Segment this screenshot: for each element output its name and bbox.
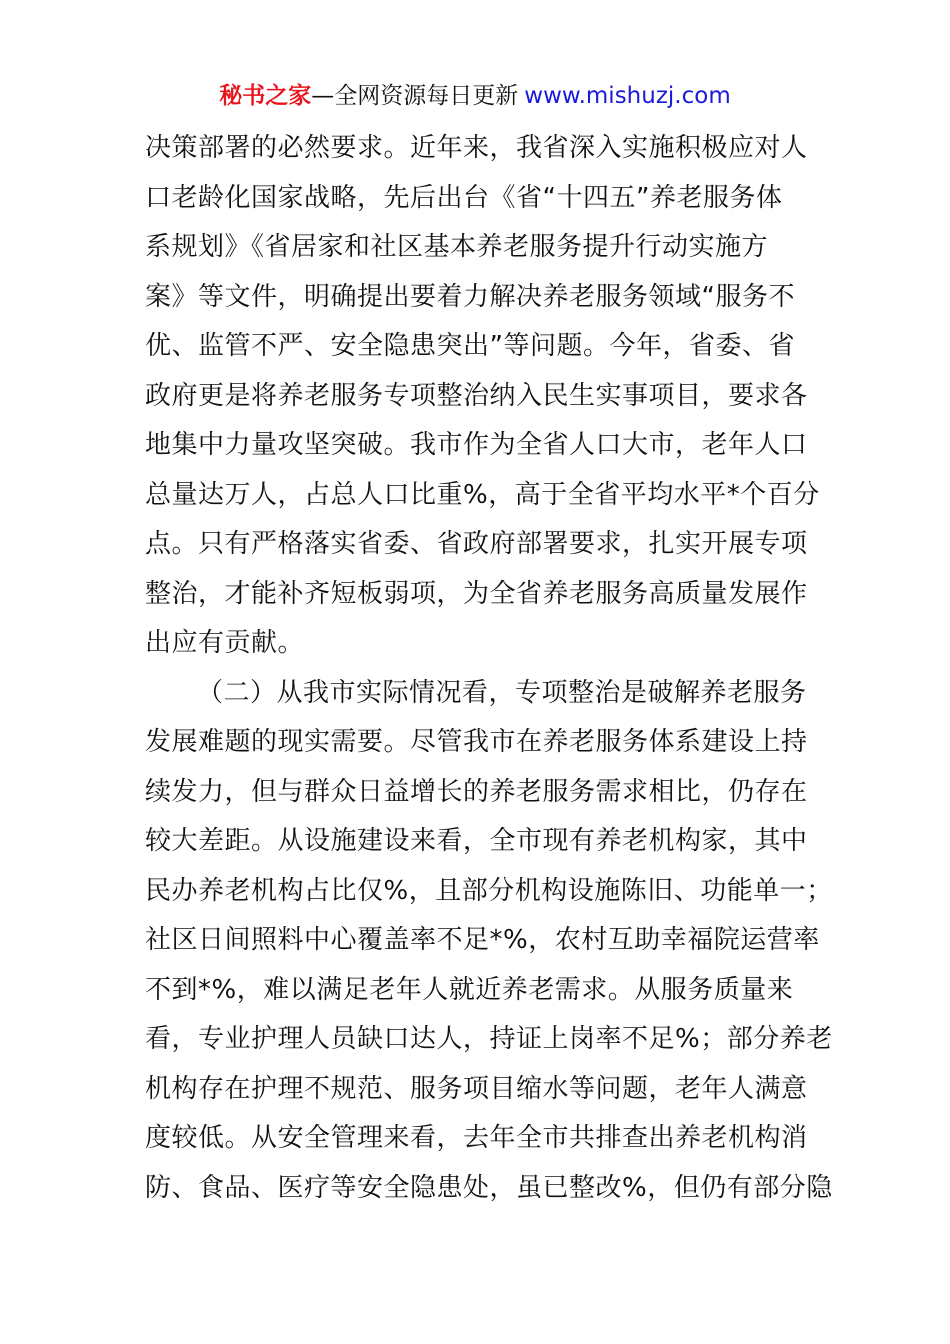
body-line: 看，专业护理人员缺口达人，持证上岗率不足%；部分养老 [145,1024,833,1054]
body-line: 决策部署的必然要求。近年来，我省深入实施积极应对人 [145,133,808,163]
body-line: 出应有贡献。 [145,628,305,658]
section-heading-line: （二）从我市实际情况看，专项整治是破解养老服务 [197,677,807,708]
body-line: 较大差距。从设施建设来看，全市现有养老机构家，其中 [145,826,808,856]
body-line: 整治，才能补齐短板弱项，为全省养老服务高质量发展作 [145,578,808,609]
page-header [0,78,950,114]
body-line: 点。只有严格落实省委、省政府部署要求，扎实开展专项 [145,529,808,559]
body-line: 地集中力量攻坚突破。我市作为全省人口大市，老年人口 [145,430,808,460]
site-name: 秘书之家 [219,83,312,109]
body-line: 机构存在护理不规范、服务项目缩水等问题，老年人满意 [145,1073,808,1104]
site-url-link[interactable]: www.mishuzj.com [524,83,731,109]
body-line: 优、监管不严、安全隐患突出”等问题。今年，省委、省 [145,331,795,361]
body-line: 总量达万人，占总人口比重%，高于全省平均水平*个百分 [145,479,820,510]
body-line: 防、食品、医疗等安全隐患处，虽已整改%，但仍有部分隐 [145,1172,833,1203]
body-line: 口老龄化国家战略，先后出台《省“十四五”养老服务体 [145,182,783,213]
body-line: 发展难题的现实需要。尽管我市在养老服务体系建设上持 [145,727,808,757]
body-line: 民办养老机构占比仅%，且部分机构设施陈旧、功能单一； [145,875,833,906]
body-line: 案》等文件，明确提出要着力解决养老服务领域“服务不 [145,281,795,312]
body-line: 社区日间照料中心覆盖率不足*%，农村互助幸福院运营率 [145,925,820,955]
document-body [145,124,833,1213]
body-line: 度较低。从安全管理来看，去年全市共排查出养老机构消 [145,1123,808,1153]
body-line: 不到*%，难以满足老年人就近养老需求。从服务质量来 [145,974,794,1005]
body-line: 续发力，但与群众日益增长的养老服务需求相比，仍存在 [145,776,808,807]
header-dash: — [311,83,335,109]
body-line: 政府更是将养老服务专项整治纳入民生实事项目，要求各 [145,380,808,411]
header-tagline: 全网资源每日更新 [334,83,519,109]
body-line: 系规划》《省居家和社区基本养老服务提升行动实施方 [145,232,769,262]
